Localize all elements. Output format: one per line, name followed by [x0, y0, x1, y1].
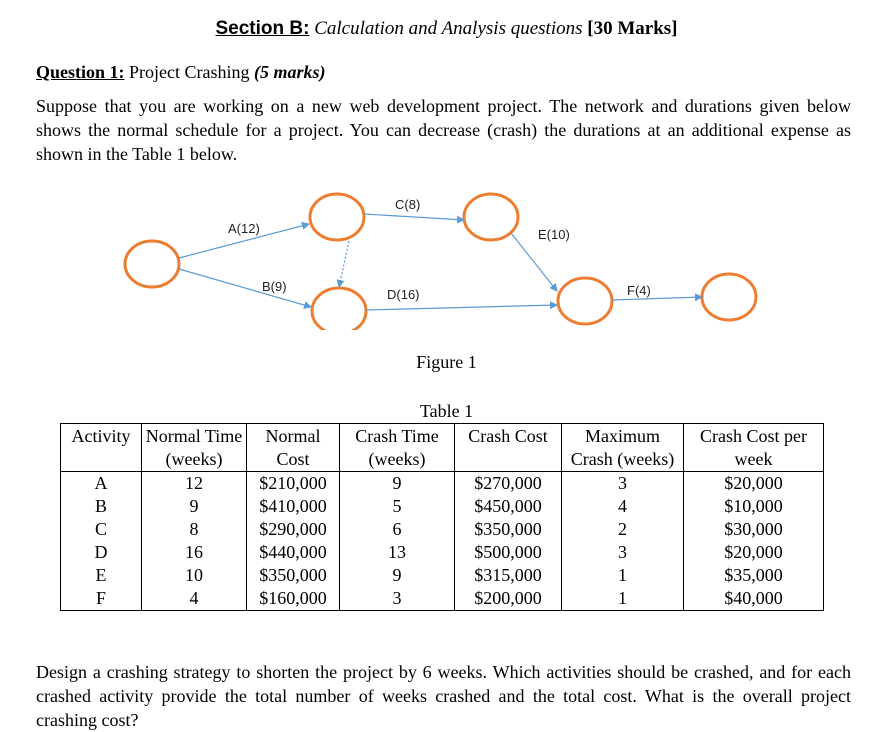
- figure-caption: Figure 1: [416, 352, 477, 372]
- edge-label-a: A(12): [228, 221, 260, 236]
- edge-label-e: E(10): [538, 227, 570, 242]
- cell-normal-cost: $290,000: [247, 518, 340, 541]
- intro-paragraph: Suppose that you are working on a new web development project. The network and durations given below shows the normal schedule for a project. You can decrease (crash) the durations at an additional expense as shown in the Table 1 below.: [36, 96, 851, 164]
- cell-crash-cost-per-week: $10,000: [684, 495, 824, 518]
- cell-normal-cost: $410,000: [247, 495, 340, 518]
- question-heading: [36, 62, 326, 83]
- header-max-crash: Maximum Crash (weeks): [562, 424, 684, 472]
- cell-crash-time: 5: [340, 495, 455, 518]
- cell-normal-time: 4: [142, 587, 247, 611]
- edge-label-c: C(8): [395, 197, 421, 212]
- header-crash-cost: Crash Cost: [455, 424, 562, 472]
- cell-activity: E: [61, 564, 142, 587]
- table-row: [61, 518, 824, 541]
- cell-max-crash: 3: [562, 541, 684, 564]
- crash-cost-table: [60, 423, 824, 611]
- cell-max-crash: 1: [562, 587, 684, 611]
- edge-label-b: B(9): [262, 279, 287, 294]
- edge-dummy: [339, 241, 349, 287]
- cell-crash-cost: $350,000: [455, 518, 562, 541]
- section-subtitle: Calculation and Analysis questions: [314, 18, 583, 39]
- header-activity: Activity: [61, 424, 142, 472]
- cell-normal-cost: $160,000: [247, 587, 340, 611]
- section-label: Section B:: [215, 18, 310, 39]
- node-after-b: [312, 288, 366, 330]
- cell-normal-cost: $440,000: [247, 541, 340, 564]
- header-normal-time: Normal Time (weeks): [142, 424, 247, 472]
- cell-crash-cost: $450,000: [455, 495, 562, 518]
- node-start: [125, 241, 179, 287]
- cell-crash-time: 9: [340, 472, 455, 496]
- table-row: [61, 587, 824, 611]
- node-end: [702, 274, 756, 320]
- section-marks: [30 Marks]: [587, 18, 678, 39]
- cell-normal-time: 8: [142, 518, 247, 541]
- edge-d: [366, 305, 557, 310]
- question-text: Design a crashing strategy to shorten the project by 6 weeks. Which activities should be crashed, and for each crashed activity provide the total number of weeks crashed and the total cost. What is the overall project crashing cost?: [36, 662, 851, 730]
- cell-normal-time: 9: [142, 495, 247, 518]
- cell-activity: D: [61, 541, 142, 564]
- network-diagram: [0, 180, 893, 330]
- cell-crash-cost: $200,000: [455, 587, 562, 611]
- question-title: Project Crashing: [129, 62, 250, 82]
- cell-crash-cost-per-week: $35,000: [684, 564, 824, 587]
- cell-normal-time: 10: [142, 564, 247, 587]
- cell-activity: F: [61, 587, 142, 611]
- cell-max-crash: 1: [562, 564, 684, 587]
- cell-crash-time: 6: [340, 518, 455, 541]
- edge-label-d: D(16): [387, 287, 420, 302]
- cell-normal-time: 16: [142, 541, 247, 564]
- header-crash-time: Crash Time (weeks): [340, 424, 455, 472]
- cell-normal-cost: $210,000: [247, 472, 340, 496]
- table-caption: Table 1: [419, 401, 474, 421]
- cell-crash-cost-per-week: $20,000: [684, 472, 824, 496]
- node-after-c: [464, 194, 518, 240]
- question-marks: (5 marks): [254, 62, 326, 82]
- header-normal-cost: Normal Cost: [247, 424, 340, 472]
- cell-crash-cost: $270,000: [455, 472, 562, 496]
- node-after-d-e: [558, 278, 612, 324]
- cell-activity: A: [61, 472, 142, 496]
- cell-crash-time: 9: [340, 564, 455, 587]
- header-crash-cost-per-week: Crash Cost per week: [684, 424, 824, 472]
- cell-activity: B: [61, 495, 142, 518]
- table-row: [61, 564, 824, 587]
- section-heading: [0, 18, 893, 40]
- cell-crash-time: 13: [340, 541, 455, 564]
- edge-b: [179, 269, 311, 307]
- cell-crash-cost-per-week: $20,000: [684, 541, 824, 564]
- cell-max-crash: 3: [562, 472, 684, 496]
- cell-crash-cost: $315,000: [455, 564, 562, 587]
- table-row: [61, 541, 824, 564]
- table-row: [61, 472, 824, 496]
- edge-c: [364, 214, 464, 220]
- cell-activity: C: [61, 518, 142, 541]
- edge-label-f: F(4): [627, 283, 651, 298]
- cell-normal-time: 12: [142, 472, 247, 496]
- question-number: Question 1:: [36, 62, 125, 82]
- table-row: [61, 495, 824, 518]
- table-header-row: [61, 424, 824, 472]
- node-after-a: [310, 194, 364, 240]
- cell-crash-cost: $500,000: [455, 541, 562, 564]
- cell-crash-time: 3: [340, 587, 455, 611]
- cell-normal-cost: $350,000: [247, 564, 340, 587]
- table-body: [61, 472, 824, 611]
- cell-crash-cost-per-week: $30,000: [684, 518, 824, 541]
- cell-max-crash: 4: [562, 495, 684, 518]
- cell-crash-cost-per-week: $40,000: [684, 587, 824, 611]
- edge-f: [612, 297, 702, 300]
- cell-max-crash: 2: [562, 518, 684, 541]
